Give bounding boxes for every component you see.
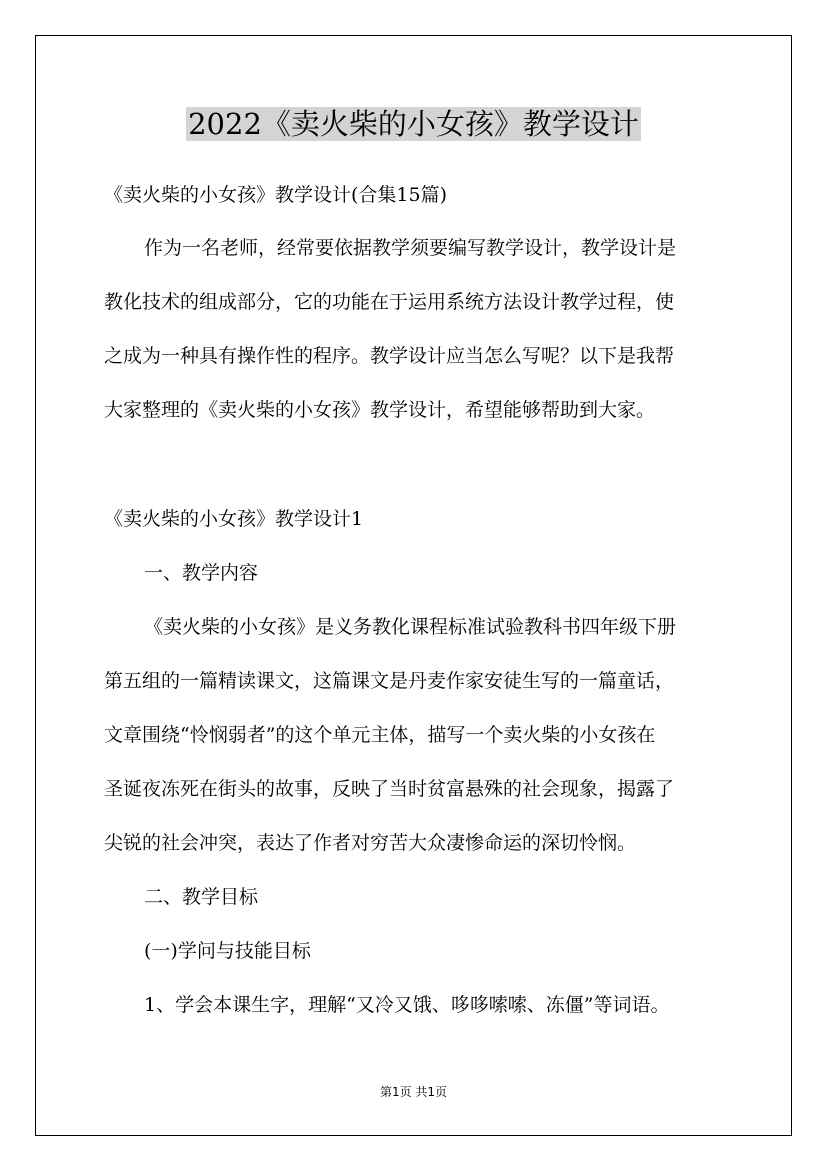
content-line-5: 尖锐的社会冲突，表达了作者对穷苦大众凄惨命运的深切怜悯。 bbox=[104, 832, 637, 854]
goal-item-1: 1、学会本课生字，理解“又冷又饿、哆哆嗦嗦、冻僵”等词语。 bbox=[144, 994, 670, 1016]
section-title: 《卖火柴的小女孩》教学设计1 bbox=[104, 508, 364, 530]
intro-line-2: 教化技术的组成部分，它的功能在于运用系统方法设计教学过程，使 bbox=[104, 291, 675, 313]
content-line-4: 圣诞夜冻死在街头的故事，反映了当时贫富悬殊的社会现象，揭露了 bbox=[104, 778, 675, 800]
heading-goals: 二、教学目标 bbox=[144, 886, 259, 908]
intro-line-1: 作为一名老师，经常要依据教学须要编写教学设计，教学设计是 bbox=[144, 237, 677, 259]
subheading-knowledge: (一)学问与技能目标 bbox=[144, 940, 311, 962]
title-text: 2022《卖火柴的小女孩》教学设计 bbox=[188, 107, 639, 141]
content-line-1: 《卖火柴的小女孩》是义务教化课程标准试验教科书四年级下册 bbox=[144, 616, 677, 638]
heading-content: 一、教学内容 bbox=[144, 562, 259, 584]
intro-line-3: 之成为一种具有操作性的程序。教学设计应当怎么写呢？以下是我帮 bbox=[104, 345, 675, 367]
page-footer: 第1页 共1页 bbox=[379, 1085, 448, 1099]
content-line-2: 第五组的一篇精读课文，这篇课文是丹麦作家安徒生写的一篇童话， bbox=[104, 670, 675, 692]
intro-line-4: 大家整理的《卖火柴的小女孩》教学设计，希望能够帮助到大家。 bbox=[104, 399, 656, 421]
document-title bbox=[0, 100, 827, 148]
content-line-3: 文章围绕“怜悯弱者”的这个单元主体，描写一个卖火柴的小女孩在 bbox=[104, 724, 656, 746]
document-subtitle: 《卖火柴的小女孩》教学设计(合集15篇) bbox=[104, 184, 448, 206]
